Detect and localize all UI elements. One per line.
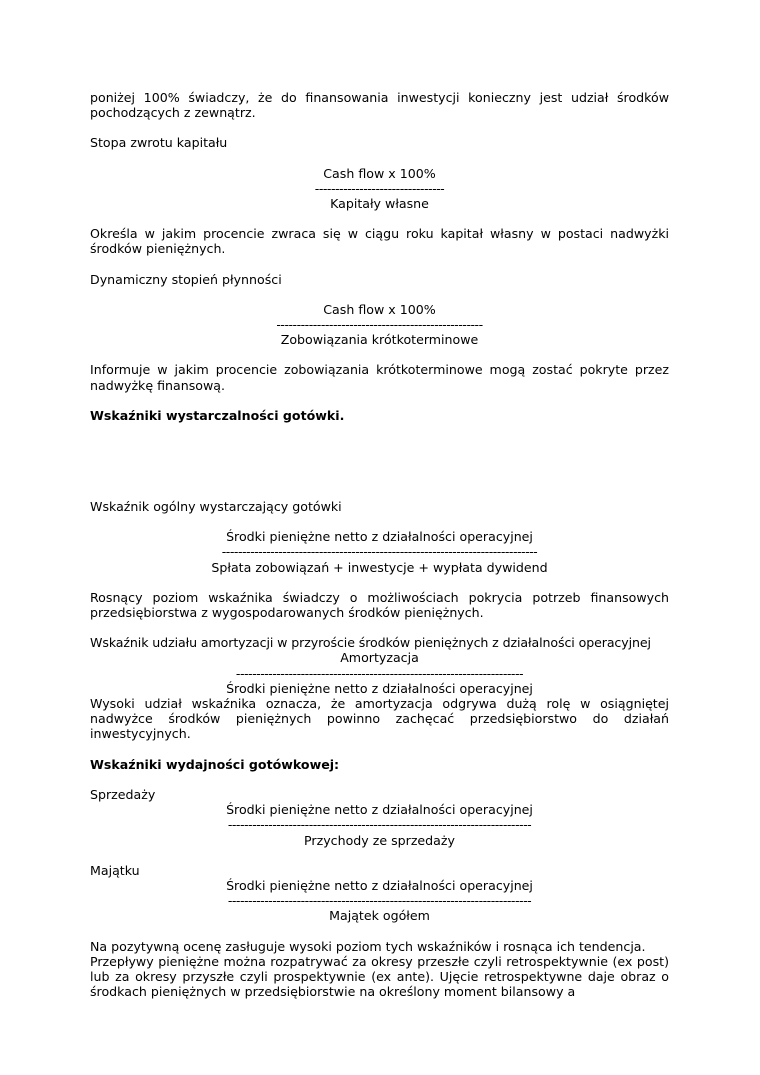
general-denominator: Spłata zobowiązań + inwestycje + wypłata dywidend — [211, 559, 548, 575]
final-paragraph-1: Na pozytywną ocenę zasługuje wysoki poziom tych wskaźników i rosnąca ich tendencja. — [90, 938, 646, 954]
amortization-title: Wskaźnik udziału amortyzacji w przyroście środków pieniężnych z działalności operacyjnej — [90, 635, 651, 651]
dynamic-liquidity-title: Dynamiczny stopień płynności — [90, 271, 282, 287]
sales-denominator: Przychody ze sprzedaży — [304, 832, 455, 848]
section-heading-cash-sufficiency: Wskaźniki wystarczalności gotówki. — [90, 407, 345, 423]
amortization-description: Wysoki udział wskaźnika oznacza, że amortyzacja odgrywa dużą rolę w osiągniętej nadwyżce środków pieniężnych powinno zachęcać przedsiębiorstwo do działań inwestycyjnych. — [90, 696, 669, 742]
assets-fraction-line: --------------------------------------------------------------------------- — [227, 893, 532, 909]
dynamic-description: Informuje w jakim procencie zobowiązania krótkoterminowe mogą zostać pokryte przez nadwyżkę finansową. — [90, 362, 669, 393]
assets-numerator: Środki pieniężne netto z działalności operacyjnej — [226, 877, 533, 893]
roe-description: Określa w jakim procencie zwraca się w ciągu roku kapitał własny w postaci nadwyżki środków pieniężnych. — [90, 226, 669, 257]
roe-numerator: Cash flow x 100% — [323, 165, 436, 181]
roe-title: Stopa zwrotu kapitału — [90, 135, 228, 151]
sales-numerator: Środki pieniężne netto z działalności operacyjnej — [226, 802, 533, 818]
general-description: Rosnący poziom wskaźnika świadczy o możliwościach pokrycia potrzeb finansowych przedsiębiorstwa z wygospodarowanych środków pieniężnych. — [90, 589, 669, 621]
sales-title: Sprzedaży — [90, 786, 156, 802]
general-ratio-title: Wskaźnik ogólny wystarczający gotówki — [90, 499, 342, 515]
dynamic-denominator: Zobowiązania krótkoterminowe — [280, 332, 479, 348]
general-numerator: Środki pieniężne netto z działalności operacyjnej — [226, 529, 533, 545]
amortization-fraction-line: ----------------------------------------------------------------------- — [235, 665, 524, 681]
roe-denominator: Kapitały własne — [330, 196, 429, 212]
section-heading-cash-efficiency: Wskaźniki wydajności gotówkowej: — [90, 756, 340, 772]
final-paragraph-2: Przepływy pieniężne można rozpatrywać za okresy przeszłe czyli retrospektywnie (ex post) lub za okresy przyszłe czyli prospektywnie (ex ante). Ujęcie retrospektywne daje obraz o środkach pieniężnych w przedsiębiorstwie na określony moment bilansowy a — [90, 953, 669, 1000]
dynamic-numerator: Cash flow x 100% — [323, 301, 436, 317]
dynamic-fraction-line: --------------------------------------------------- — [276, 317, 483, 333]
roe-fraction-line: -------------------------------- — [314, 180, 445, 196]
general-fraction-line: ------------------------------------------------------------------------------ — [221, 544, 538, 560]
intro-paragraph: poniżej 100% świadczy, że do finansowania inwestycji konieczny jest udział środków pochodzących z zewnątrz. — [90, 90, 669, 121]
amortization-numerator: Amortyzacja — [340, 650, 419, 666]
amortization-denominator: Środki pieniężne netto z działalności operacyjnej — [226, 680, 533, 696]
document-page — [90, 90, 669, 999]
assets-denominator: Majątek ogółem — [329, 908, 430, 924]
assets-title: Majątku — [90, 862, 140, 878]
sales-fraction-line: --------------------------------------------------------------------------- — [227, 817, 532, 833]
